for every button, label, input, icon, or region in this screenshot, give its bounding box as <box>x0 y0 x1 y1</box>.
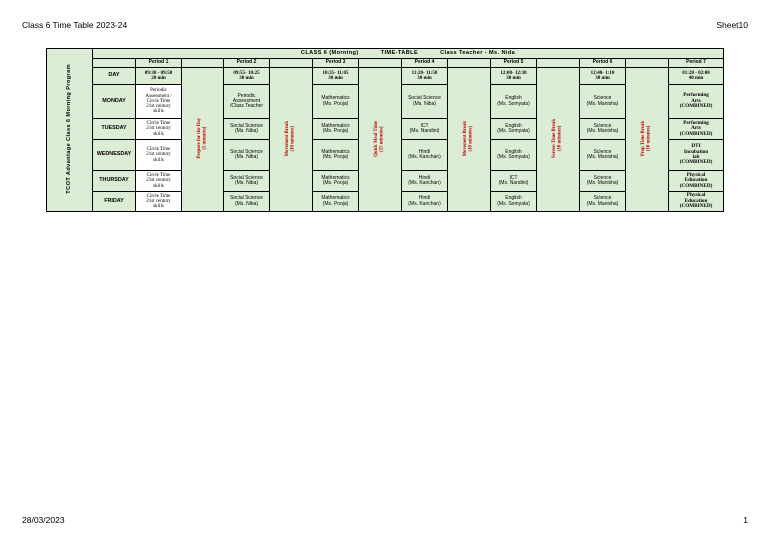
subject-line: Social Science <box>408 95 441 102</box>
empty-cell <box>182 59 224 68</box>
subject-line: ICT <box>420 122 429 129</box>
subject-line: (COMBINED) <box>679 203 713 210</box>
subject-line: (Ms. Manisha) <box>586 180 619 186</box>
period-header-row <box>47 59 724 68</box>
subject-cell <box>402 140 448 171</box>
subject-line: Assessment / <box>145 93 172 99</box>
subject-line: 21st century <box>146 178 171 184</box>
subject-line: (Ms. Nandini) <box>498 180 529 186</box>
break-name: Prepare for the Day <box>196 118 202 159</box>
footer-date: 28/03/2023 <box>22 515 65 525</box>
subject-line: English <box>505 195 522 202</box>
period-time <box>136 68 182 85</box>
subject-cell <box>669 171 724 192</box>
subject-line: (Ms. Niba) <box>234 200 259 207</box>
period-header: Period 4 <box>402 59 448 68</box>
subject-cell <box>669 192 724 212</box>
timetable <box>46 48 724 212</box>
subject-line: skills <box>153 204 164 210</box>
break-label <box>641 121 652 156</box>
subject-line: skills <box>153 131 164 137</box>
break-duration: (10 minutes) <box>291 125 296 152</box>
subject-line: Social Science <box>230 195 263 202</box>
time-duration: 30 min <box>417 76 432 81</box>
sheet-name: Sheet10 <box>716 20 748 30</box>
subject-line: Performing <box>683 119 709 126</box>
break-cell <box>182 68 224 212</box>
time-range: 01:20 - 02:00 <box>682 70 710 76</box>
time-duration: 30 min <box>239 76 254 81</box>
subject-cell <box>669 119 724 140</box>
subject-line: Circle Time <box>146 98 171 104</box>
subject-line: (Ms. Niba) <box>234 180 259 186</box>
subject-line: (Ms. Niba) <box>412 100 437 107</box>
break-label <box>197 118 208 159</box>
subject-line: Education <box>684 197 708 204</box>
subject-line: ICT <box>509 174 518 181</box>
subject-line: (Ms. Kanchan) <box>408 180 441 186</box>
subject-line: Circle Time <box>146 147 171 153</box>
subject-cell <box>491 171 537 192</box>
subject-line: Mathematics <box>321 95 350 102</box>
break-cell <box>359 68 402 212</box>
subject-line: (Ms. Pooja) <box>322 154 349 160</box>
break-name: Quick Meal Time <box>374 120 380 157</box>
day-label: THURSDAY <box>93 171 136 192</box>
subject-line: Social Science <box>230 122 263 129</box>
subject-cell <box>224 192 270 212</box>
period-header: Period 5 <box>491 59 537 68</box>
subject-line: (Ms. Somyata) <box>497 200 530 207</box>
subject-line: Circle Time <box>146 173 171 179</box>
time-range: 09:55- 10:25 <box>233 70 260 76</box>
day-label: WEDNESDAY <box>93 140 136 171</box>
subject-line: Science <box>593 195 612 202</box>
subject-line: Mathematics <box>321 122 350 129</box>
subject-line: (Ms. Somyata) <box>497 154 530 160</box>
subject-cell <box>136 85 182 119</box>
day-label: TUESDAY <box>93 119 136 140</box>
subject-cell <box>491 119 537 140</box>
subject-line: Social Science <box>230 174 263 181</box>
subject-line: (Ms. Pooja) <box>322 200 349 207</box>
time-duration: 30 min <box>506 76 521 81</box>
timetable-title <box>93 49 724 59</box>
empty-cell <box>626 59 669 68</box>
time-duration: 40 min <box>688 76 704 81</box>
subject-line: Hindi <box>418 195 431 202</box>
period-header: Period 6 <box>580 59 626 68</box>
class-teacher: Class Teacher - Ms. Nida <box>440 49 516 56</box>
subject-line: DTI <box>691 143 701 150</box>
break-label <box>552 119 563 158</box>
break-duration: (10 minutes) <box>558 125 563 152</box>
period-time <box>580 68 626 85</box>
subject-line: Education <box>684 177 708 184</box>
day-label: FRIDAY <box>93 192 136 212</box>
day-header: DAY <box>93 68 136 85</box>
subject-cell <box>224 119 270 140</box>
empty-cell <box>448 59 491 68</box>
subject-cell <box>224 85 270 119</box>
subject-cell <box>580 192 626 212</box>
subject-line: Science <box>593 174 612 181</box>
subject-line: Periodic <box>150 88 167 94</box>
subject-line: (Ms. Kanchan) <box>408 154 441 160</box>
subject-line: (Ms. Manisha) <box>586 200 619 207</box>
period-time <box>669 68 724 85</box>
subject-line: Mathematics <box>321 174 350 181</box>
subject-cell <box>313 171 359 192</box>
break-duration: (10 minutes) <box>469 125 474 152</box>
subject-line: (Ms. Pooja) <box>322 180 349 186</box>
subject-cell <box>224 140 270 171</box>
subject-line: Hindi <box>418 174 431 181</box>
empty-cell <box>270 59 313 68</box>
time-range: 09:30 - 09:50 <box>144 70 173 76</box>
subject-cell <box>224 171 270 192</box>
period-header: Period 2 <box>224 59 270 68</box>
subject-line: /Class Teacher <box>230 103 263 110</box>
subject-line: Arts <box>691 125 701 132</box>
subject-line: lab <box>692 154 700 160</box>
subject-line: Hindi <box>418 148 431 155</box>
subject-line: skills <box>153 109 164 115</box>
subject-line: (Ms. Manisha) <box>586 154 619 160</box>
subject-line: English <box>505 95 522 102</box>
break-cell <box>626 68 669 212</box>
subject-cell <box>402 119 448 140</box>
subject-cell <box>580 119 626 140</box>
page-number: 1 <box>743 515 748 525</box>
time-range: 10:35- 11:05 <box>322 70 349 76</box>
subject-cell <box>491 85 537 119</box>
subject-line: (Ms. Manisha) <box>586 128 619 134</box>
subject-cell <box>313 85 359 119</box>
empty-cell <box>537 59 580 68</box>
subject-cell <box>136 140 182 171</box>
program-side-label-text: TCOT Advantage Class 6 Morning Program <box>65 63 72 194</box>
break-label <box>463 121 474 156</box>
subject-line: skills <box>153 157 164 163</box>
subject-line: (Ms. Nandini) <box>409 128 440 134</box>
subject-cell <box>580 85 626 119</box>
break-name: Movement Break <box>285 120 291 157</box>
break-duration: (15 minutes) <box>380 125 385 152</box>
subject-line: 21st century <box>146 126 171 132</box>
subject-line: Science <box>593 148 612 155</box>
subject-line: 21st century <box>146 152 171 158</box>
subject-line: Incubation <box>683 148 709 155</box>
subject-line: Arts <box>691 97 701 104</box>
subject-cell <box>402 192 448 212</box>
subject-cell <box>402 85 448 119</box>
subject-cell <box>313 119 359 140</box>
subject-line: English <box>505 122 522 129</box>
subject-line: Mathematics <box>321 148 350 155</box>
period-header: Period 7 <box>669 59 724 68</box>
time-range: 12:40- 1:10 <box>590 70 615 76</box>
period-header: Period 3 <box>313 59 359 68</box>
break-cell <box>448 68 491 212</box>
subject-line: 21st century <box>146 198 171 204</box>
break-duration: (10 minutes) <box>647 125 652 152</box>
subject-line: Science <box>593 95 612 102</box>
subject-line: (Ms. Kanchan) <box>408 200 441 207</box>
subject-line: Mathematics <box>321 195 350 202</box>
subject-line: Performing <box>683 92 709 99</box>
subject-cell <box>580 171 626 192</box>
period-header: Period 1 <box>136 59 182 68</box>
day-label: MONDAY <box>93 85 136 119</box>
title-row <box>47 49 724 59</box>
empty-cell <box>93 59 136 68</box>
period-time <box>491 68 537 85</box>
program-side-label <box>47 49 93 212</box>
time-range: 11:20- 11:50 <box>411 70 438 76</box>
subject-cell <box>136 171 182 192</box>
subject-line: (Ms. Manisha) <box>586 100 619 107</box>
subject-line: (Ms. Somyata) <box>497 128 530 134</box>
subject-cell <box>580 140 626 171</box>
subject-cell <box>136 192 182 212</box>
time-row <box>47 68 724 85</box>
subject-line: (COMBINED) <box>679 182 713 189</box>
subject-line: Circle Time <box>146 121 171 127</box>
subject-line: Physical <box>686 171 706 178</box>
subject-line: Circle Time <box>146 193 171 199</box>
subject-line: (Ms. Pooja) <box>322 100 349 107</box>
time-duration: 30 min <box>328 76 343 81</box>
subject-cell <box>669 85 724 119</box>
subject-cell <box>491 192 537 212</box>
period-time <box>402 68 448 85</box>
subject-line: (COMBINED) <box>679 130 713 137</box>
subject-cell <box>491 140 537 171</box>
subject-line: Social Science <box>230 148 263 155</box>
subject-line: 21st century <box>146 104 171 110</box>
subject-cell <box>136 119 182 140</box>
break-cell <box>537 68 580 212</box>
subject-line: (COMBINED) <box>679 103 713 110</box>
subject-cell <box>402 171 448 192</box>
time-duration: 30 min <box>595 76 610 81</box>
subject-line: (Ms. Niba) <box>234 154 259 160</box>
break-label <box>374 121 385 157</box>
period-time <box>313 68 359 85</box>
period-time <box>224 68 270 85</box>
subject-line: Physical <box>686 192 706 199</box>
subject-line: (Ms. Somyata) <box>497 100 530 107</box>
page-header-title: Class 6 Time Table 2023-24 <box>22 20 128 30</box>
subject-cell <box>669 140 724 171</box>
time-duration: 20 min <box>151 76 166 81</box>
break-name: Screen Time Break <box>552 118 558 159</box>
subject-line: English <box>505 148 522 155</box>
break-name: Prep Time Break <box>641 120 647 157</box>
subject-line: Periodic <box>237 92 256 99</box>
subject-line: skills <box>153 183 164 189</box>
break-duration: (5 minutes) <box>202 126 208 151</box>
subject-line: (Ms. Pooja) <box>322 128 349 134</box>
time-range: 12:00- 12:30 <box>500 70 527 76</box>
break-cell <box>270 68 313 212</box>
break-name: Movement Break <box>463 120 469 157</box>
class-title: CLASS 6 (Morning) <box>300 49 359 56</box>
subject-line: Science <box>593 122 612 129</box>
subject-line: Assessment <box>232 97 261 104</box>
subject-cell <box>313 140 359 171</box>
subject-line: (COMBINED) <box>679 159 713 166</box>
subject-line: (Ms. Niba) <box>234 128 259 134</box>
timetable-label: TIME-TABLE <box>380 49 419 56</box>
break-label <box>285 121 296 156</box>
empty-cell <box>359 59 402 68</box>
subject-cell <box>313 192 359 212</box>
